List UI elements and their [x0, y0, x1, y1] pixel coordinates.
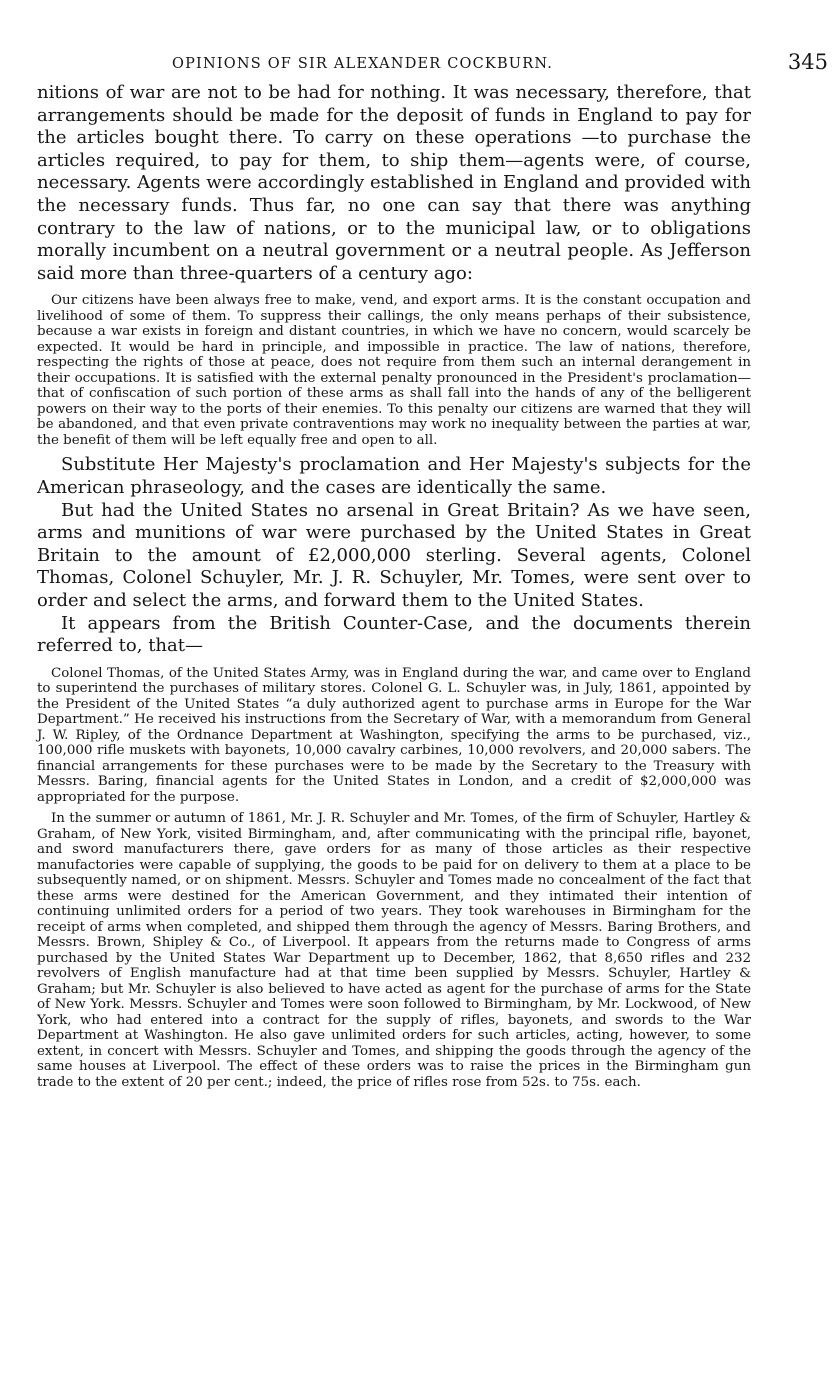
paragraph-counter-case: It appears from the British Counter-Case, and the documents therein referred to, that—: [37, 612, 751, 657]
paragraph-continuation: nitions of war are not to be had for nothing. It was necessary, therefore, that arrangements should be made for the deposit of funds in England to pay for the articles bought there. To carry on these operations —to purchase the articles required, to pay for them, to ship them—agents were, of course, necessary. Agents were accordingly established in England and provided with the necessary funds. Thus far, no one can say that there was anything contrary to the law of nations, or to the municipal law, or to obligations morally incumbent on a neutral government or a neutral people. As Jefferson said more than three-quarters of a century ago:: [37, 82, 751, 284]
paragraph-arsenal: But had the United States no arsenal in Great Britain? As we have seen, arms and munitions of war were purchased by the United States in Great Britain to the amount of £2,000,000 sterling. Several agents, Colonel Thomas, Colonel Schuyler, Mr. J. R. Schuyler, Mr. Tomes, were sent over to order and select the arms, and forward them to the United States.: [37, 499, 751, 611]
jefferson-quotation: Our citizens have been always free to make, vend, and export arms. It is the constant occupation and livelihood of some of them. To suppress their callings, the only means perhaps of their subsistence, because a war exists in foreign and distant countries, in which we have no concern, would scarcely be expected. It would be hard in principle, and impossible in practice. The law of nations, therefore, respecting the rights of those at peace, does not require from them such an internal derangement in their occupations. It is satisfied with the external penalty pronounced in the President's proclamation—that of confiscation of such portion of these arms as shall fall into the hands of any of the belligerent powers on their way to the ports of their enemies. To this penalty our citizens are warned that they will be abandoned, and that even private contraventions may work no inequality between the parties at war, the benefit of them will be left equally free and open to all.: [37, 293, 751, 448]
paragraph-substitute: Substitute Her Majesty's proclamation and Her Majesty's subjects for the American phraseology, and the cases are identically the same.: [37, 454, 751, 498]
page-number: 345: [787, 50, 828, 74]
running-head: [37, 50, 828, 82]
counter-case-extract-colonel-thomas: Colonel Thomas, of the United States Army, was in England during the war, and came over to England to superintend the purchases of military stores. Colonel G. L. Schuyler was, in July, 1861, appointed by the President of the United States “a duly authorized agent to purchase arms in Europe for the War Department.” He received his instructions from the Secretary of War, with a memorandum from General J. W. Ripley, of the Ordnance Department at Washington, specifying the arms to be purchased, viz., 100,000 rifle muskets with bayonets, 10,000 cavalry carbines, 10,000 revolvers, and 20,000 sabers. The financial arrangements for these purchases were to be made by the Secretary to the Treasury with Messrs. Baring, financial agents for the United States in London, and a credit of $2,000,000 was appropriated for the purpose.: [37, 665, 751, 805]
counter-case-extract-birmingham: In the summer or autumn of 1861, Mr. J. R. Schuyler and Mr. Tomes, of the firm of Schuyler, Hartley & Graham, of New York, visited Birmingham, and, after communicating with the principal rifle, bayonet, and sword manufacturers there, gave orders for as many of those articles as their respective manufactories were capable of supplying, the goods to be paid for on delivery to them at a place to be subsequently named, or on shipment. Messrs. Schuyler and Tomes made no concealment of the fact that these arms were destined for the American Government, and they intimated their intention of continuing unlimited orders for a period of two years. They took warehouses in Birmingham for the receipt of arms when completed, and shipped them through the agency of Messrs. Baring Brothers, and Messrs. Brown, Shipley & Co., of Liverpool. It appears from the returns made to Congress of arms purchased by the United States War Department up to December, 1862, that 8,650 rifles and 232 revolvers of English manufacture had at that time been supplied by Messrs. Schuyler, Hartley & Graham; but Mr. Schuyler is also believed to have acted as agent for the purchase of arms for the State of New York. Messrs. Schuyler and Tomes were soon followed to Birmingham, by Mr. Lockwood, of New York, who had entered into a contract for the supply of rifles, bayonets, and swords to the War Department at Washington. He also gave unlimited orders for such articles, acting, however, to some extent, in concert with Messrs. Schuyler and Tomes, and shipping the goods through the agency of the same houses at Liverpool. The effect of these orders was to raise the prices in the Birmingham gun trade to the extent of 20 per cent.; indeed, the price of rifles rose from 52s. to 75s. each.: [37, 811, 751, 1090]
running-title: OPINIONS OF SIR ALEXANDER COCKBURN.: [172, 56, 554, 72]
